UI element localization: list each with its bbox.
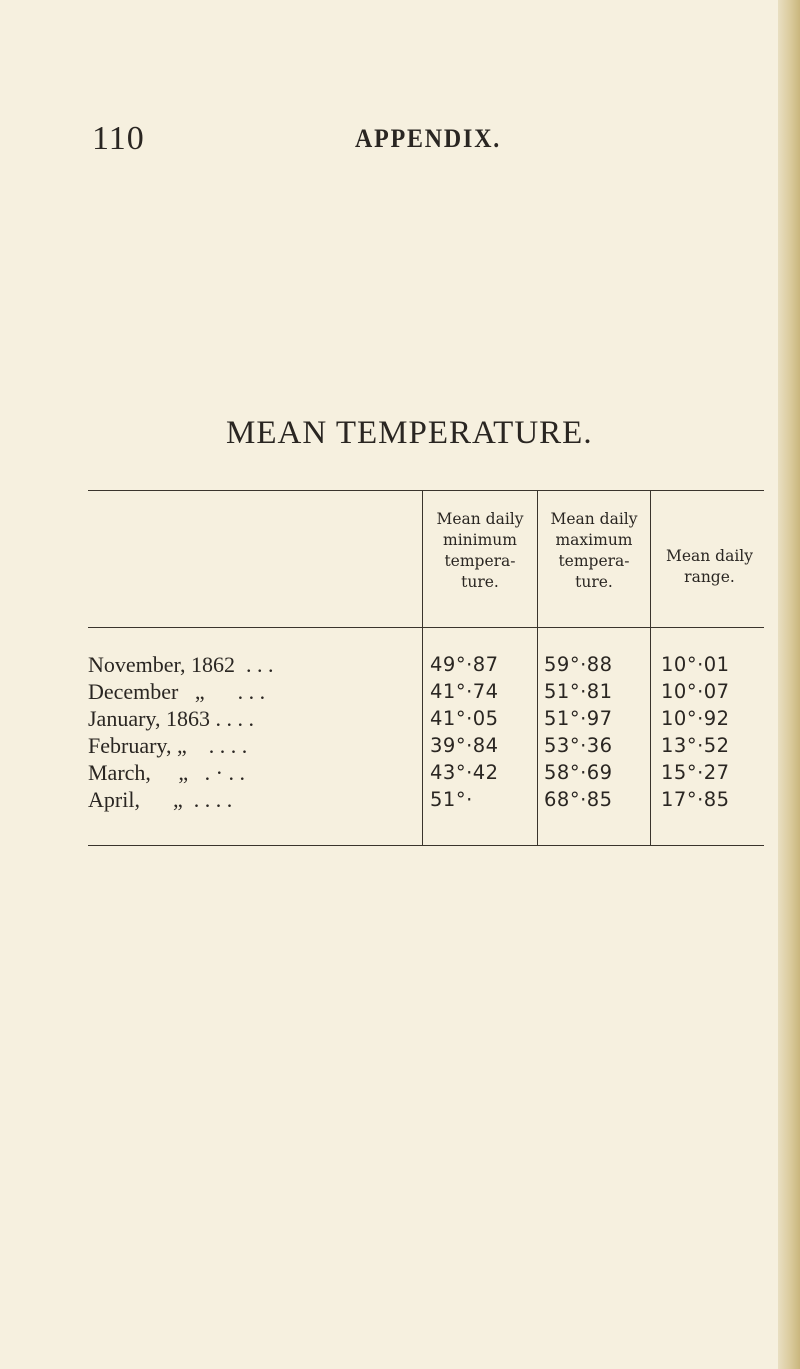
min-value: 41°·74 <box>430 680 499 703</box>
header-line: minimum <box>443 531 517 549</box>
header-line: Mean daily <box>550 510 638 528</box>
header-line: range. <box>684 568 735 586</box>
table-row <box>88 732 768 759</box>
page-edge <box>778 0 800 1369</box>
header-line: Mean daily <box>665 547 754 565</box>
row-label: January, 1863 . . . . <box>88 706 254 731</box>
row-label: November, 1862 . . . <box>88 652 274 677</box>
column-header-min <box>423 509 537 593</box>
header-bottom-rule <box>88 627 764 628</box>
page-number: 110 <box>92 120 145 157</box>
row-label: February, „ . . . . <box>88 733 248 758</box>
min-value: 43°·42 <box>430 761 499 784</box>
header-line: Mean daily <box>436 510 524 528</box>
range-value: 17°·85 <box>661 788 730 811</box>
header-line: tempera- <box>558 552 630 570</box>
max-value: 58°·69 <box>544 761 613 784</box>
header-line: maximum <box>555 531 633 549</box>
table-row <box>88 651 768 678</box>
range-value: 15°·27 <box>661 761 730 784</box>
row-label: December „ . . . <box>88 679 266 704</box>
max-value: 51°·97 <box>544 707 613 730</box>
min-value: 49°·87 <box>430 653 499 676</box>
header-line: tempera- <box>444 552 516 570</box>
row-label: March, „ . · . . <box>88 760 246 785</box>
min-value: 39°·84 <box>430 734 499 757</box>
table-title: MEAN TEMPERATURE. <box>226 415 593 451</box>
row-label: April, „ . . . . <box>88 787 233 812</box>
range-value: 13°·52 <box>661 734 730 757</box>
max-value: 51°·81 <box>544 680 613 703</box>
min-value: 51°· <box>430 788 473 811</box>
max-value: 68°·85 <box>544 788 613 811</box>
column-header-max <box>538 509 650 593</box>
table-row <box>88 705 768 732</box>
min-value: 41°·05 <box>430 707 499 730</box>
table-top-rule <box>88 490 764 491</box>
max-value: 59°·88 <box>544 653 613 676</box>
range-value: 10°·07 <box>661 680 730 703</box>
range-value: 10°·01 <box>661 653 730 676</box>
table-row <box>88 786 768 813</box>
table-row <box>88 678 768 705</box>
max-value: 53°·36 <box>544 734 613 757</box>
table-bottom-rule <box>88 845 764 846</box>
range-value: 10°·92 <box>661 707 730 730</box>
table-row <box>88 759 768 786</box>
header-line: ture. <box>461 573 499 591</box>
column-header-range <box>651 546 768 588</box>
running-head: APPENDIX. <box>355 124 502 153</box>
header-line: ture. <box>575 573 613 591</box>
